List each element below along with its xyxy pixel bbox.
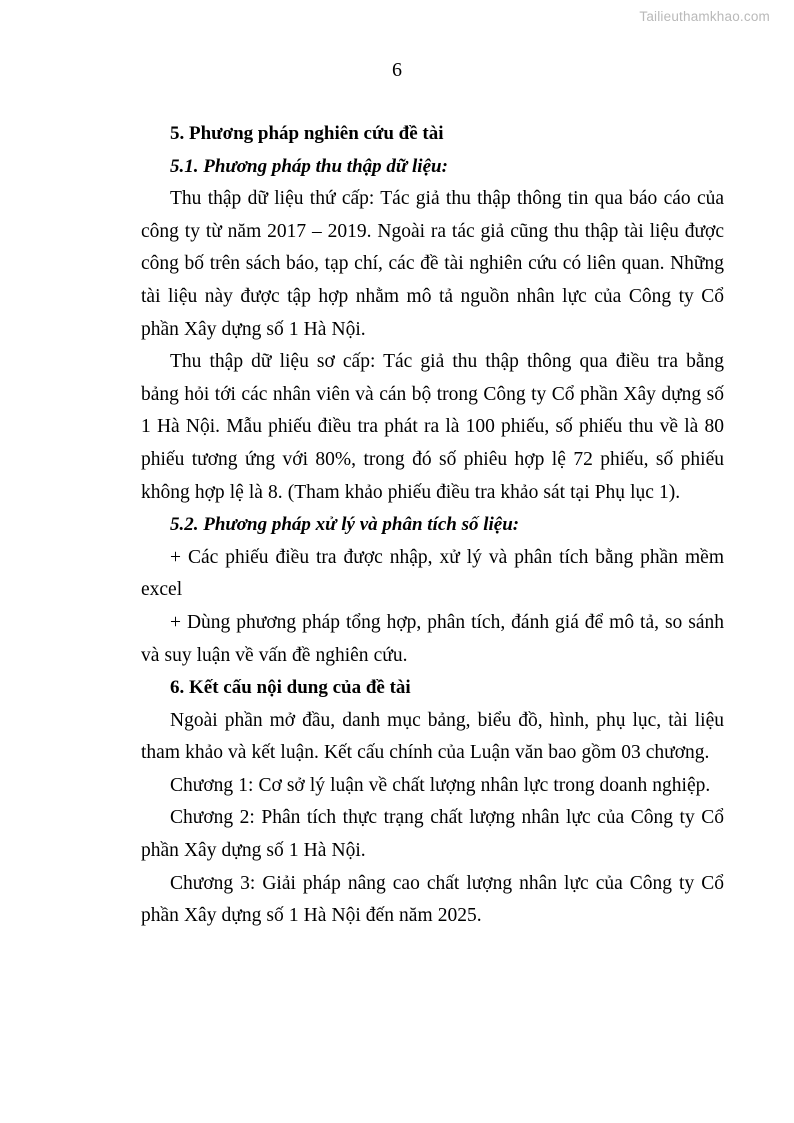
paragraph-bullet-excel: + Các phiếu điều tra được nhập, xử lý và phân tích bằng phần mềm excel (141, 546, 724, 601)
page-number: 6 (392, 59, 402, 81)
section-5-2-heading: 5.2. Phương pháp xử lý và phân tích số liệu: (170, 514, 520, 536)
section-5-heading: 5. Phương pháp nghiên cứu đề tài (170, 123, 444, 144)
paragraph-secondary-data: Thu thập dữ liệu thứ cấp: Tác giả thu thập thông tin qua báo cáo của công ty từ năm 2017 – 2019. Ngoài ra tác giả cũng thu thập tài liệu được công bố trên sách báo, tạp chí, các đề tài nghiên cứu có liên quan. Những tài liệu này được tập hợp nhằm mô tả nguồn nhân lực của Công ty Cổ phần Xây dựng số 1 Hà Nội. (141, 188, 724, 340)
paragraph-primary-data: Thu thập dữ liệu sơ cấp: Tác giả thu thập thông qua điều tra bằng bảng hỏi tới các nhân viên và cán bộ trong Công ty Cổ phần Xây dựng số 1 Hà Nội. Mẫu phiếu điều tra phát ra là 100 phiếu, số phiếu thu về là 80 phiếu tương ứng với 80%, trong đó số phiêu hợp lệ 72 phiếu, số phiếu không hợp lệ là 8. (Tham khảo phiếu điều tra khảo sát tại Phụ lục 1). (141, 351, 724, 503)
section-6-heading: 6. Kết cấu nội dung của đề tài (170, 677, 411, 699)
document-body (141, 118, 724, 933)
paragraph-chapter-2: Chương 2: Phân tích thực trạng chất lượng nhân lực của Công ty Cổ phần Xây dựng số 1 Hà Nội. (141, 807, 724, 862)
paragraph-chapter-3: Chương 3: Giải pháp nâng cao chất lượng nhân lực của Công ty Cổ phần Xây dựng số 1 Hà Nội đến năm 2025. (141, 872, 724, 927)
paragraph-chapter-1: Chương 1: Cơ sở lý luận về chất lượng nhân lực trong doanh nghiệp. (170, 774, 711, 796)
site-watermark: Tailieuthamkhao.com (639, 9, 770, 24)
paragraph-structure-overview: Ngoài phần mở đầu, danh mục bảng, biểu đồ, hình, phụ lục, tài liệu tham khảo và kết luận. Kết cấu chính của Luận văn bao gồm 03 chương. (141, 709, 724, 764)
paragraph-bullet-synthesis: + Dùng phương pháp tổng hợp, phân tích, đánh giá để mô tả, so sánh và suy luận về vấn đề nghiên cứu. (141, 611, 724, 666)
section-5-1-heading: 5.1. Phương pháp thu thập dữ liệu: (170, 155, 448, 177)
